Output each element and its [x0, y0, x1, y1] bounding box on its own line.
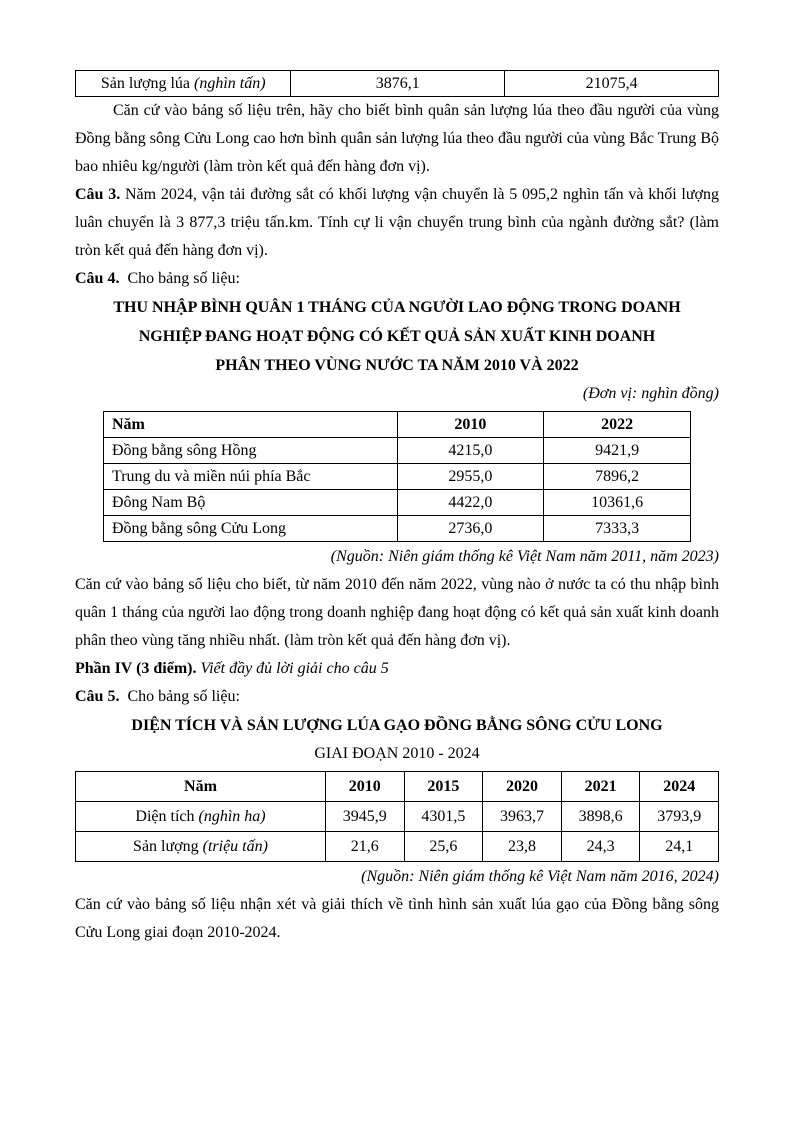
cau3-text: Năm 2024, vận tải đường sắt có khối lượng vận chuyển là 5 095,2 nghìn tấn và khối lượng luân chuyển là 3 877,3 triệu tấn.km. Tính cự li vận chuyển trung bình của ngành đường sắt? (làm tròn kết quả đến hàng đơn vị). — [75, 186, 720, 259]
table-row — [104, 516, 691, 542]
table-header-cell: 2020 — [483, 772, 562, 802]
paragraph-phan4 — [75, 655, 719, 683]
title-line: PHÂN THEO VÙNG NƯỚC TA NĂM 2010 VÀ 2022 — [215, 357, 579, 374]
cau5-table-title: DIỆN TÍCH VÀ SẢN LƯỢNG LÚA GẠO ĐỒNG BẰNG SÔNG CỬU LONG — [131, 717, 663, 734]
paragraph-cau4-question: Căn cứ vào bảng số liệu cho biết, từ năm 2010 đến năm 2022, vùng nào ở nước ta có thu nhập bình quân 1 tháng của người lao động trong doanh nghiệp đang hoạt động có kết quả sản xuất kinh doanh phân theo vùng tăng nhiều nhất. (làm tròn kết quả đến hàng đơn vị). — [75, 576, 719, 649]
cau5-table-subtitle: GIAI ĐOẠN 2010 - 2024 — [314, 745, 480, 762]
table-unit-note: (Đơn vị: nghìn đồng) — [582, 385, 719, 402]
table-header-cell: 2021 — [561, 772, 640, 802]
table-source-note: (Nguồn: Niên giám thống kê Việt Nam năm 2011, năm 2023) — [330, 548, 719, 565]
paragraph-cau5 — [75, 683, 719, 711]
row-label-unit: (nghìn ha) — [198, 807, 266, 825]
table-cell: 7896,2 — [544, 464, 691, 490]
table-cell: 2955,0 — [397, 464, 544, 490]
row-label-unit: (triệu tấn) — [202, 837, 268, 855]
table-cell: 21075,4 — [505, 71, 719, 97]
table-cell: 3945,9 — [326, 802, 405, 832]
table-cell: 7333,3 — [544, 516, 691, 542]
table-header-cell: 2010 — [326, 772, 405, 802]
cau5-label: Câu 5. — [75, 688, 120, 705]
cau5-text: Cho bảng số liệu: — [123, 688, 240, 705]
cau4-table-title — [75, 293, 719, 380]
table-row — [76, 71, 719, 97]
table-header-cell: 2024 — [640, 772, 719, 802]
table-cell — [76, 832, 326, 862]
table-header-cell: Năm — [104, 412, 398, 438]
table-cell: 9421,9 — [544, 438, 691, 464]
table-cell: 3898,6 — [561, 802, 640, 832]
phan4-label: Phần IV (3 điểm). — [75, 660, 197, 677]
paragraph-cau4 — [75, 265, 719, 293]
row-label: Diện tích — [135, 807, 199, 825]
table-cell: 10361,6 — [544, 490, 691, 516]
table-cell: 21,6 — [326, 832, 405, 862]
title-line: NGHIỆP ĐANG HOẠT ĐỘNG CÓ KẾT QUẢ SẢN XUẤT KINH DOANH — [138, 328, 656, 345]
table-cell: Đông Nam Bộ — [104, 490, 398, 516]
table-cell — [76, 71, 291, 97]
table-cell — [76, 802, 326, 832]
table-header-cell: Năm — [76, 772, 326, 802]
row-label: Sản lượng lúa — [100, 74, 194, 92]
phan4-text: Viết đầy đủ lời giải cho câu 5 — [196, 660, 389, 677]
table-cell: 4422,0 — [397, 490, 544, 516]
table-cell: 2736,0 — [397, 516, 544, 542]
table-cell: 4215,0 — [397, 438, 544, 464]
area-output-table — [75, 771, 719, 862]
table-cell: 24,3 — [561, 832, 640, 862]
table-row — [104, 464, 691, 490]
table-header-cell: 2022 — [544, 412, 691, 438]
table-cell: Đồng bằng sông Cửu Long — [104, 516, 398, 542]
paragraph-question-2: Căn cứ vào bảng số liệu trên, hãy cho biết bình quân sản lượng lúa theo đầu người của vùng Đồng bằng sông Cửu Long cao hơn bình quân sản lượng lúa theo đầu người của vùng Bắc Trung Bộ bao nhiêu kg/người (làm tròn kết quả đến hàng đơn vị). — [75, 102, 719, 175]
table-row — [76, 832, 719, 862]
cau3-label: Câu 3. — [75, 186, 121, 203]
table-row — [104, 438, 691, 464]
table-source-note: (Nguồn: Niên giám thống kê Việt Nam năm 2016, 2024) — [361, 868, 719, 885]
row-label: Sản lượng — [133, 837, 203, 855]
table-cell: 3963,7 — [483, 802, 562, 832]
table-cell: 3876,1 — [291, 71, 505, 97]
table-row — [104, 490, 691, 516]
table-header-cell: 2015 — [404, 772, 483, 802]
income-table — [103, 411, 691, 542]
table-header-row — [76, 772, 719, 802]
title-line: THU NHẬP BÌNH QUÂN 1 THÁNG CỦA NGƯỜI LAO ĐỘNG TRONG DOANH — [113, 299, 681, 316]
rice-output-table-partial — [75, 70, 719, 97]
table-row — [76, 802, 719, 832]
cau4-label: Câu 4. — [75, 270, 120, 287]
table-cell: 23,8 — [483, 832, 562, 862]
table-header-cell: 2010 — [397, 412, 544, 438]
table-header-row — [104, 412, 691, 438]
table-cell: Đồng bằng sông Hồng — [104, 438, 398, 464]
paragraph-cau3 — [75, 181, 719, 265]
table-cell: 25,6 — [404, 832, 483, 862]
table-cell: 24,1 — [640, 832, 719, 862]
table-cell: 3793,9 — [640, 802, 719, 832]
table-cell: Trung du và miền núi phía Bắc — [104, 464, 398, 490]
row-label-unit: (nghìn tấn) — [193, 74, 266, 92]
table-cell: 4301,5 — [404, 802, 483, 832]
cau4-text: Cho bảng số liệu: — [123, 270, 240, 287]
paragraph-cau5-question: Căn cứ vào bảng số liệu nhận xét và giải thích về tình hình sản xuất lúa gạo của Đồng bằng sông Cửu Long giai đoạn 2010-2024. — [75, 896, 719, 941]
